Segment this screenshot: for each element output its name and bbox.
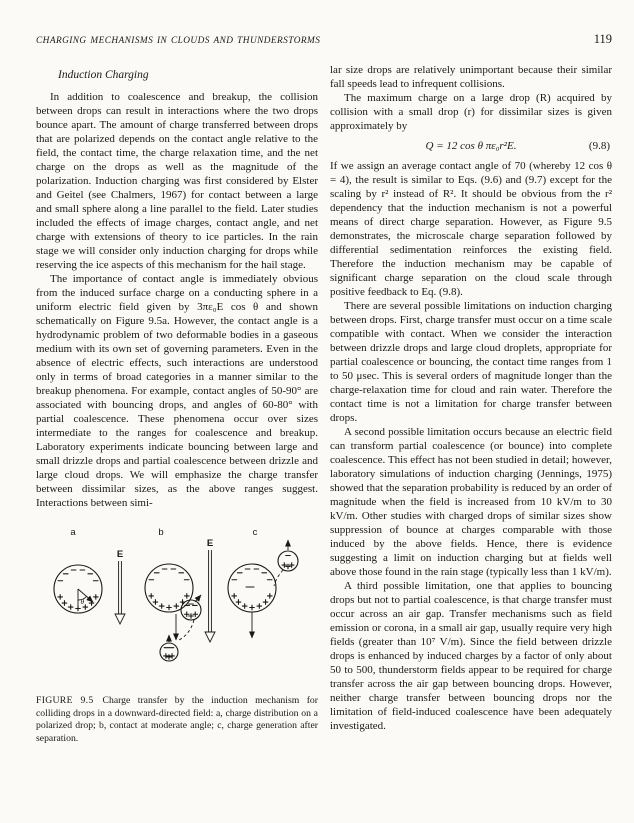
running-head: CHARGING MECHANISMS IN CLOUDS AND THUNDERSTORMS: [36, 36, 321, 46]
field-arrow-left: [115, 549, 125, 624]
figure-9-5-diagram: [36, 524, 318, 676]
trajectory-dashed: [177, 620, 194, 641]
figure-caption: [36, 695, 318, 745]
paragraph: A third possible limitation, one that applies to bouncing drops but not to partial coalescence, is that charge transfer must occur across an air gap. Transfer mechanisms such as field emission or corona, in a small air gap, usually require very high fields (greater than 10⁷ V/m). Since the field between drizzle drops is enhanced by induced charges by a factor of only about 50 to 500, thunderstorm fields appear to be required for charge transfer across the air gap between bouncing drops. However, neither charge transfer between bouncing drops nor the limitation of field-induced coalescence have been adequately investigated.: [330, 580, 612, 732]
two-column-body: [36, 63, 612, 745]
drop-a: [54, 565, 102, 613]
figure-9-5: [36, 524, 318, 745]
paragraph: In addition to coalescence and breakup, the collision between drops can result in interactions where the two drops bounce apart. The amount of charge transferred between drops that are polarized depends on the contact angle relative to the field, the contact time, the charge relaxation time, and the net charge on the drops as well as the magnitude of the polarization. Induction charging was first considered by Elster and Geitel (see Chalmers, 1967) for contact between a large and small sphere along a line parallel to the field. Later studies included the effects of image charges, contact angle, and net charge with extensions of theory to ice particles. In the rain stage we will consider only induction charging for drops while reserving the ice aspects of this mechanism for the hail stage.: [36, 91, 318, 271]
theta-label: θ: [80, 597, 85, 606]
field-label-e: E: [206, 538, 214, 549]
page-header: [36, 32, 612, 47]
page-number: 119: [593, 32, 612, 46]
paragraph: lar size drops are relatively unimportant because their similar fall speeds lead to infrequent collisions.: [330, 64, 612, 90]
panel-label-c: c: [252, 527, 258, 538]
drop-c: [228, 564, 276, 638]
right-column: [330, 63, 612, 745]
paragraph: There are several possible limitations on induction charging between drops. First, charge transfer must occur on a time scale compatible with contact. When we consider the interaction between drizzle drops and large cloud droplets, appropriate for partial coalescence or bouncing, the contact time ranges from 1 to 50 μsec. This is several orders of magnitude longer than the charge-relaxation time for cloud and rain water. Therefore the contact time is not a limitation for charge transfer between drops.: [330, 300, 612, 424]
field-label-e: E: [116, 549, 124, 560]
paragraph: If we assign an average contact angle of 70 (whereby 12 cos θ = 4), the result is similar to Eqs. (9.6) and (9.7) except for the scaling by r² instead of R². It should be obvious from the r² dependency that the induction mechanism is not a powerful means of direct charge separation. However, as Figure 9.5 demonstrates, the microscale charge separation followed by differential sedimentation reinforces the existing field. Therefore the induction mechanism may be capable of significant charge separation on the cloud scale through positive feedback to Eq. (9.8).: [330, 160, 612, 298]
paragraph: The maximum charge on a large drop (R) acquired by collision with a small drop (r) for dissimilar sizes is given approximately by: [330, 92, 612, 132]
equation-9-8: [330, 140, 612, 152]
left-column: [36, 63, 318, 745]
paragraph: A second possible limitation occurs because an electric field can transform partial coalescence (or bounce) into complete coalescence. This effect has not been studied in detail; however, laboratory simulations of induction charging (Jennings, 1975) showed that the separation probability is reduced by an order of magnitude when the field is increased from 10 kV/m to 30 kV/m. Other studies with charged drops of similar sizes show suppression of bounce at charges comparable with those induced by the above fields. Hence, there is evidence suggesting a limit on induction charging but at fields well above those found in the rain stage (typically less than 1 kV/m).: [330, 426, 612, 578]
drop-c-small: [278, 540, 298, 571]
figure-caption-tag: FIGURE 9.5: [36, 695, 94, 706]
open-arrowhead-icon: [205, 632, 215, 642]
panel-label-a: a: [70, 527, 76, 538]
paragraph: The importance of contact angle is immediately obvious from the induced surface charge on a conducting sphere in a uniform electric field given by 3πε₀E cos θ and shown schematically on Figure 9.5a. However, the contact angle is a hydrodynamic problem of two deformable bodies in a gaseous medium with its own set of governing parameters. Even in the absence of electric effects, such interactions are understood only in terms of broad categories in a manner similar to the breakup phenomena. For example, contact angles of 50-90° are associated with bouncing drops, and angles of 60-80° with partial coalescence. These phenomena occur over sizes intermediate to the ranges for coalescence and breakup. Laboratory experiments indicate bouncing between large and small drizzle drops and partial coalescence between drizzle and large cloud drops. We will emphasize the charge transfer between dissimilar sizes, as the above ranges suggest. Interactions between simi-: [36, 273, 318, 509]
section-heading: Induction Charging: [58, 69, 149, 81]
equation-body: Q = 12 cos θ πε₀r²E.: [425, 140, 517, 152]
figure-caption-text: Charge transfer by the induction mechanism for colliding drops in a downward-directed field: a, charge distribution on a polarized drop; b, contact at moderate angle; c, charge generation after separation.: [36, 695, 318, 744]
panel-label-b: b: [158, 527, 164, 538]
drop-b-small: [160, 635, 178, 661]
open-arrowhead-icon: [115, 614, 125, 624]
field-arrow-right: [205, 538, 215, 642]
bounce-arrow: [195, 595, 201, 602]
equation-number: (9.8): [588, 140, 610, 152]
